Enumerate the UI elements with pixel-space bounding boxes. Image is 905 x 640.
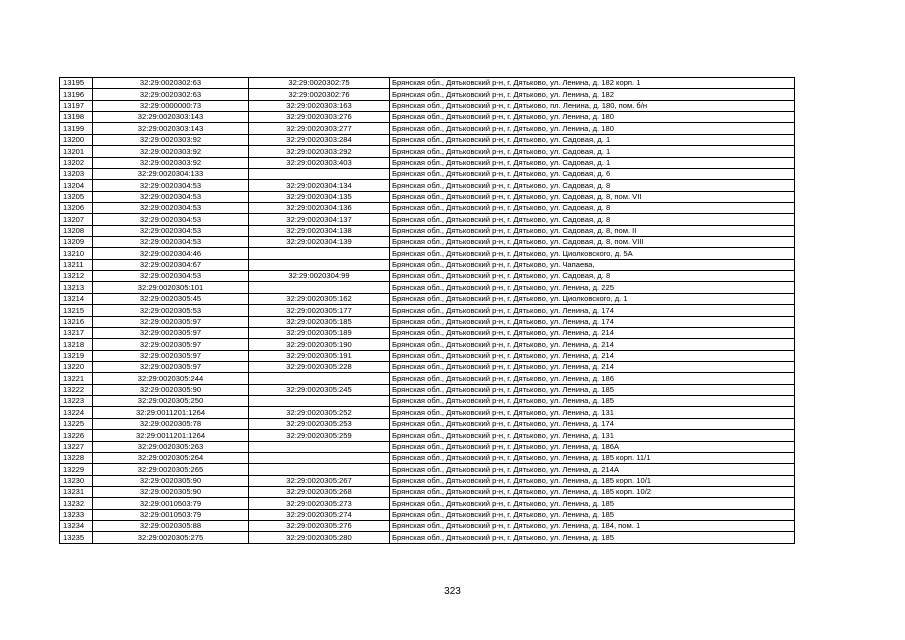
address-cell: Брянская обл., Дятьковский р-н, г. Дятьково, ул. Ленина, д. 214 xyxy=(390,350,795,361)
address-cell: Брянская обл., Дятьковский р-н, г. Дятьково, ул. Ленина, д. 180 xyxy=(390,112,795,123)
address-cell: Брянская обл., Дятьковский р-н, г. Дятьково, ул. Ленина, д. 185 корп. 11/1 xyxy=(390,452,795,463)
land-cadastral-number-cell: 32:29:0020305:263 xyxy=(93,441,249,452)
object-cadastral-number-cell: 32:29:0020305:274 xyxy=(249,509,390,520)
row-number-cell: 13226 xyxy=(60,430,93,441)
object-cadastral-number-cell: 32:29:0020305:268 xyxy=(249,486,390,497)
table-row xyxy=(60,157,795,168)
row-number-cell: 13214 xyxy=(60,293,93,304)
object-cadastral-number-cell: 32:29:0020304:139 xyxy=(249,237,390,248)
table-row xyxy=(60,146,795,157)
object-cadastral-number-cell xyxy=(249,259,390,270)
row-number-cell: 13215 xyxy=(60,305,93,316)
row-number-cell: 13234 xyxy=(60,521,93,532)
address-cell: Брянская обл., Дятьковский р-н, г. Дятьково, ул. Садовая, д. 1 xyxy=(390,146,795,157)
row-number-cell: 13203 xyxy=(60,168,93,179)
land-cadastral-number-cell: 32:29:0020304:53 xyxy=(93,191,249,202)
object-cadastral-number-cell: 32:29:0020305:280 xyxy=(249,532,390,543)
table-row xyxy=(60,134,795,145)
address-cell: Брянская обл., Дятьковский р-н, г. Дятьково, ул. Ленина, д. 185 xyxy=(390,532,795,543)
table-row xyxy=(60,486,795,497)
table-row xyxy=(60,384,795,395)
row-number-cell: 13202 xyxy=(60,157,93,168)
land-cadastral-number-cell: 32:29:0020303:143 xyxy=(93,123,249,134)
table-row xyxy=(60,521,795,532)
land-cadastral-number-cell: 32:29:0020303:92 xyxy=(93,157,249,168)
table-row xyxy=(60,248,795,259)
land-cadastral-number-cell: 32:29:0020305:45 xyxy=(93,293,249,304)
row-number-cell: 13213 xyxy=(60,282,93,293)
row-number-cell: 13201 xyxy=(60,146,93,157)
land-cadastral-number-cell: 32:29:0020305:88 xyxy=(93,521,249,532)
address-cell: Брянская обл., Дятьковский р-н, г. Дятьково, ул. Ленина, д. 131 xyxy=(390,407,795,418)
object-cadastral-number-cell: 32:29:0020304:99 xyxy=(249,271,390,282)
address-cell: Брянская обл., Дятьковский р-н, г. Дятьково, ул. Ленина, д. 185 xyxy=(390,498,795,509)
address-cell: Брянская обл., Дятьковский р-н, г. Дятьково, ул. Ленина, д. 185 xyxy=(390,509,795,520)
address-cell: Брянская обл., Дятьковский р-н, г. Дятьково, ул. Ленина, д. 225 xyxy=(390,282,795,293)
land-cadastral-number-cell: 32:29:0010503:79 xyxy=(93,498,249,509)
table-row xyxy=(60,339,795,350)
land-cadastral-number-cell: 32:29:0020304:67 xyxy=(93,259,249,270)
row-number-cell: 13235 xyxy=(60,532,93,543)
land-cadastral-number-cell: 32:29:0020304:53 xyxy=(93,180,249,191)
row-number-cell: 13223 xyxy=(60,396,93,407)
address-cell: Брянская обл., Дятьковский р-н, г. Дятьково, ул. Садовая, д. 8 xyxy=(390,214,795,225)
land-cadastral-number-cell: 32:29:0020304:53 xyxy=(93,202,249,213)
row-number-cell: 13220 xyxy=(60,361,93,372)
object-cadastral-number-cell: 32:29:0020303:163 xyxy=(249,100,390,111)
table-row xyxy=(60,361,795,372)
object-cadastral-number-cell: 32:29:0020305:177 xyxy=(249,305,390,316)
object-cadastral-number-cell: 32:29:0020305:253 xyxy=(249,418,390,429)
row-number-cell: 13224 xyxy=(60,407,93,418)
table-row xyxy=(60,214,795,225)
table-row xyxy=(60,498,795,509)
land-cadastral-number-cell: 32:29:0020304:53 xyxy=(93,214,249,225)
land-cadastral-number-cell: 32:29:0020304:133 xyxy=(93,168,249,179)
row-number-cell: 13197 xyxy=(60,100,93,111)
object-cadastral-number-cell: 32:29:0020304:138 xyxy=(249,225,390,236)
address-cell: Брянская обл., Дятьковский р-н, г. Дятьково, ул. Ленина, д. 185 xyxy=(390,384,795,395)
address-cell: Брянская обл., Дятьковский р-н, г. Дятьково, ул. Садовая, д. 8 xyxy=(390,180,795,191)
table-row xyxy=(60,350,795,361)
table-row xyxy=(60,202,795,213)
table-row xyxy=(60,78,795,89)
address-cell: Брянская обл., Дятьковский р-н, г. Дятьково, ул. Ленина, д. 174 xyxy=(390,418,795,429)
address-cell: Брянская обл., Дятьковский р-н, г. Дятьково, ул. Ленина, д. 186А xyxy=(390,441,795,452)
land-cadastral-number-cell: 32:29:0020305:97 xyxy=(93,350,249,361)
object-cadastral-number-cell xyxy=(249,396,390,407)
land-cadastral-number-cell: 32:29:0020305:101 xyxy=(93,282,249,293)
registry-table-body xyxy=(60,78,795,544)
table-row xyxy=(60,123,795,134)
table-row xyxy=(60,441,795,452)
land-cadastral-number-cell: 32:29:0020305:275 xyxy=(93,532,249,543)
object-cadastral-number-cell: 32:29:0020304:136 xyxy=(249,202,390,213)
address-cell: Брянская обл., Дятьковский р-н, г. Дятьково, ул. Ленина, д. 214 xyxy=(390,339,795,350)
address-cell: Брянская обл., Дятьковский р-н, г. Дятьково, ул. Ленина, д. 131 xyxy=(390,430,795,441)
land-cadastral-number-cell: 32:29:0020302:63 xyxy=(93,89,249,100)
table-row xyxy=(60,282,795,293)
address-cell: Брянская обл., Дятьковский р-н, г. Дятьково, ул. Садовая, д. 8, пом. II xyxy=(390,225,795,236)
object-cadastral-number-cell: 32:29:0020305:189 xyxy=(249,327,390,338)
address-cell: Брянская обл., Дятьковский р-н, г. Дятьково, ул. Садовая, д. 8 xyxy=(390,271,795,282)
row-number-cell: 13221 xyxy=(60,373,93,384)
address-cell: Брянская обл., Дятьковский р-н, г. Дятьково, ул. Ленина, д. 182 xyxy=(390,89,795,100)
table-row xyxy=(60,464,795,475)
row-number-cell: 13218 xyxy=(60,339,93,350)
object-cadastral-number-cell: 32:29:0020305:162 xyxy=(249,293,390,304)
land-cadastral-number-cell: 32:29:0020303:92 xyxy=(93,146,249,157)
table-row xyxy=(60,373,795,384)
row-number-cell: 13222 xyxy=(60,384,93,395)
table-row xyxy=(60,532,795,543)
object-cadastral-number-cell xyxy=(249,452,390,463)
row-number-cell: 13210 xyxy=(60,248,93,259)
land-cadastral-number-cell: 32:29:0011201:1264 xyxy=(93,407,249,418)
land-cadastral-number-cell: 32:29:0020304:46 xyxy=(93,248,249,259)
object-cadastral-number-cell xyxy=(249,373,390,384)
object-cadastral-number-cell: 32:29:0020305:252 xyxy=(249,407,390,418)
row-number-cell: 13231 xyxy=(60,486,93,497)
object-cadastral-number-cell: 32:29:0020305:191 xyxy=(249,350,390,361)
object-cadastral-number-cell: 32:29:0020303:277 xyxy=(249,123,390,134)
address-cell: Брянская обл., Дятьковский р-н, г. Дятьково, ул. Ленина, д. 185 корп. 10/1 xyxy=(390,475,795,486)
row-number-cell: 13195 xyxy=(60,78,93,89)
land-cadastral-number-cell: 32:29:0020303:143 xyxy=(93,112,249,123)
land-cadastral-number-cell: 32:29:0020305:97 xyxy=(93,361,249,372)
address-cell: Брянская обл., Дятьковский р-н, г. Дятьково, пл. Ленина, д. 180, пом. б/н xyxy=(390,100,795,111)
land-cadastral-number-cell: 32:29:0020305:97 xyxy=(93,316,249,327)
land-cadastral-number-cell: 32:29:0020304:53 xyxy=(93,237,249,248)
land-cadastral-number-cell: 32:29:0020305:97 xyxy=(93,339,249,350)
object-cadastral-number-cell: 32:29:0020302:76 xyxy=(249,89,390,100)
row-number-cell: 13212 xyxy=(60,271,93,282)
land-cadastral-number-cell: 32:29:0000000:73 xyxy=(93,100,249,111)
address-cell: Брянская обл., Дятьковский р-н, г. Дятьково, ул. Ленина, д. 174 xyxy=(390,305,795,316)
table-row xyxy=(60,237,795,248)
table-row xyxy=(60,396,795,407)
row-number-cell: 13207 xyxy=(60,214,93,225)
table-row xyxy=(60,418,795,429)
address-cell: Брянская обл., Дятьковский р-н, г. Дятьково, ул. Ленина, д. 214 xyxy=(390,361,795,372)
object-cadastral-number-cell xyxy=(249,248,390,259)
row-number-cell: 13211 xyxy=(60,259,93,270)
table-row xyxy=(60,475,795,486)
row-number-cell: 13209 xyxy=(60,237,93,248)
object-cadastral-number-cell: 32:29:0020305:267 xyxy=(249,475,390,486)
row-number-cell: 13229 xyxy=(60,464,93,475)
object-cadastral-number-cell xyxy=(249,168,390,179)
land-cadastral-number-cell: 32:29:0010503:79 xyxy=(93,509,249,520)
table-row xyxy=(60,89,795,100)
row-number-cell: 13200 xyxy=(60,134,93,145)
address-cell: Брянская обл., Дятьковский р-н, г. Дятьково, ул. Ленина, д. 186 xyxy=(390,373,795,384)
table-row xyxy=(60,293,795,304)
land-cadastral-number-cell: 32:29:0020305:264 xyxy=(93,452,249,463)
object-cadastral-number-cell: 32:29:0020303:403 xyxy=(249,157,390,168)
object-cadastral-number-cell xyxy=(249,282,390,293)
object-cadastral-number-cell: 32:29:0020305:185 xyxy=(249,316,390,327)
land-cadastral-number-cell: 32:29:0020305:97 xyxy=(93,327,249,338)
row-number-cell: 13219 xyxy=(60,350,93,361)
address-cell: Брянская обл., Дятьковский р-н, г. Дятьково, ул. Ленина, д. 185 xyxy=(390,396,795,407)
land-cadastral-number-cell: 32:29:0020305:90 xyxy=(93,475,249,486)
address-cell: Брянская обл., Дятьковский р-н, г. Дятьково, ул. Ленина, д. 214А xyxy=(390,464,795,475)
row-number-cell: 13198 xyxy=(60,112,93,123)
object-cadastral-number-cell xyxy=(249,441,390,452)
row-number-cell: 13199 xyxy=(60,123,93,134)
registry-table xyxy=(59,77,795,544)
row-number-cell: 13216 xyxy=(60,316,93,327)
address-cell: Брянская обл., Дятьковский р-н, г. Дятьково, ул. Садовая, д. 8 xyxy=(390,202,795,213)
address-cell: Брянская обл., Дятьковский р-н, г. Дятьково, ул. Садовая, д. 1 xyxy=(390,157,795,168)
land-cadastral-number-cell: 32:29:0020303:92 xyxy=(93,134,249,145)
row-number-cell: 13205 xyxy=(60,191,93,202)
land-cadastral-number-cell: 32:29:0020305:90 xyxy=(93,486,249,497)
object-cadastral-number-cell: 32:29:0020305:259 xyxy=(249,430,390,441)
land-cadastral-number-cell: 32:29:0020304:53 xyxy=(93,271,249,282)
table-row xyxy=(60,180,795,191)
row-number-cell: 13232 xyxy=(60,498,93,509)
address-cell: Брянская обл., Дятьковский р-н, г. Дятьково, ул. Садовая, д. 8, пом. VIII xyxy=(390,237,795,248)
object-cadastral-number-cell: 32:29:0020303:292 xyxy=(249,146,390,157)
address-cell: Брянская обл., Дятьковский р-н, г. Дятьково, ул. Ленина, д. 214 xyxy=(390,327,795,338)
address-cell: Брянская обл., Дятьковский р-н, г. Дятьково, ул. Садовая, д. 8, пом. VII xyxy=(390,191,795,202)
address-cell: Брянская обл., Дятьковский р-н, г. Дятьково, ул. Ленина, д. 182 корп. 1 xyxy=(390,78,795,89)
row-number-cell: 13228 xyxy=(60,452,93,463)
address-cell: Брянская обл., Дятьковский р-н, г. Дятьково, ул. Ленина, д. 174 xyxy=(390,316,795,327)
table-row xyxy=(60,305,795,316)
row-number-cell: 13208 xyxy=(60,225,93,236)
row-number-cell: 13227 xyxy=(60,441,93,452)
row-number-cell: 13233 xyxy=(60,509,93,520)
table-row xyxy=(60,225,795,236)
table-row xyxy=(60,452,795,463)
land-cadastral-number-cell: 32:29:0020304:53 xyxy=(93,225,249,236)
table-row xyxy=(60,509,795,520)
object-cadastral-number-cell: 32:29:0020305:276 xyxy=(249,521,390,532)
land-cadastral-number-cell: 32:29:0020305:78 xyxy=(93,418,249,429)
land-cadastral-number-cell: 32:29:0020305:53 xyxy=(93,305,249,316)
object-cadastral-number-cell: 32:29:0020303:276 xyxy=(249,112,390,123)
row-number-cell: 13217 xyxy=(60,327,93,338)
land-cadastral-number-cell: 32:29:0020305:250 xyxy=(93,396,249,407)
address-cell: Брянская обл., Дятьковский р-н, г. Дятьково, ул. Циолковского, д. 1 xyxy=(390,293,795,304)
land-cadastral-number-cell: 32:29:0020305:265 xyxy=(93,464,249,475)
address-cell: Брянская обл., Дятьковский р-н, г. Дятьково, ул. Циолковского, д. 5А xyxy=(390,248,795,259)
row-number-cell: 13206 xyxy=(60,202,93,213)
page-number: 323 xyxy=(444,586,461,597)
table-row xyxy=(60,407,795,418)
land-cadastral-number-cell: 32:29:0020305:244 xyxy=(93,373,249,384)
table-row xyxy=(60,327,795,338)
table-row xyxy=(60,191,795,202)
object-cadastral-number-cell: 32:29:0020305:245 xyxy=(249,384,390,395)
object-cadastral-number-cell: 32:29:0020302:75 xyxy=(249,78,390,89)
object-cadastral-number-cell: 32:29:0020304:135 xyxy=(249,191,390,202)
table-row xyxy=(60,100,795,111)
object-cadastral-number-cell xyxy=(249,464,390,475)
row-number-cell: 13230 xyxy=(60,475,93,486)
land-cadastral-number-cell: 32:29:0011201:1264 xyxy=(93,430,249,441)
address-cell: Брянская обл., Дятьковский р-н, г. Дятьково, ул. Садовая, д. 1 xyxy=(390,134,795,145)
address-cell: Брянская обл., Дятьковский р-н, г. Дятьково, ул. Ленина, д. 180 xyxy=(390,123,795,134)
table-row xyxy=(60,316,795,327)
object-cadastral-number-cell: 32:29:0020305:228 xyxy=(249,361,390,372)
object-cadastral-number-cell: 32:29:0020305:190 xyxy=(249,339,390,350)
address-cell: Брянская обл., Дятьковский р-н, г. Дятьково, ул. Ленина, д. 184, пом. 1 xyxy=(390,521,795,532)
table-row xyxy=(60,430,795,441)
address-cell: Брянская обл., Дятьковский р-н, г. Дятьково, ул. Садовая, д. 6 xyxy=(390,168,795,179)
object-cadastral-number-cell: 32:29:0020305:273 xyxy=(249,498,390,509)
table-row xyxy=(60,271,795,282)
object-cadastral-number-cell: 32:29:0020304:137 xyxy=(249,214,390,225)
address-cell: Брянская обл., Дятьковский р-н, г. Дятьково, ул. Чапаева, xyxy=(390,259,795,270)
table-row xyxy=(60,112,795,123)
land-cadastral-number-cell: 32:29:0020305:90 xyxy=(93,384,249,395)
row-number-cell: 13225 xyxy=(60,418,93,429)
address-cell: Брянская обл., Дятьковский р-н, г. Дятьково, ул. Ленина, д. 185 корп. 10/2 xyxy=(390,486,795,497)
row-number-cell: 13196 xyxy=(60,89,93,100)
row-number-cell: 13204 xyxy=(60,180,93,191)
land-cadastral-number-cell: 32:29:0020302:63 xyxy=(93,78,249,89)
table-row xyxy=(60,259,795,270)
object-cadastral-number-cell: 32:29:0020303:284 xyxy=(249,134,390,145)
object-cadastral-number-cell: 32:29:0020304:134 xyxy=(249,180,390,191)
table-row xyxy=(60,168,795,179)
